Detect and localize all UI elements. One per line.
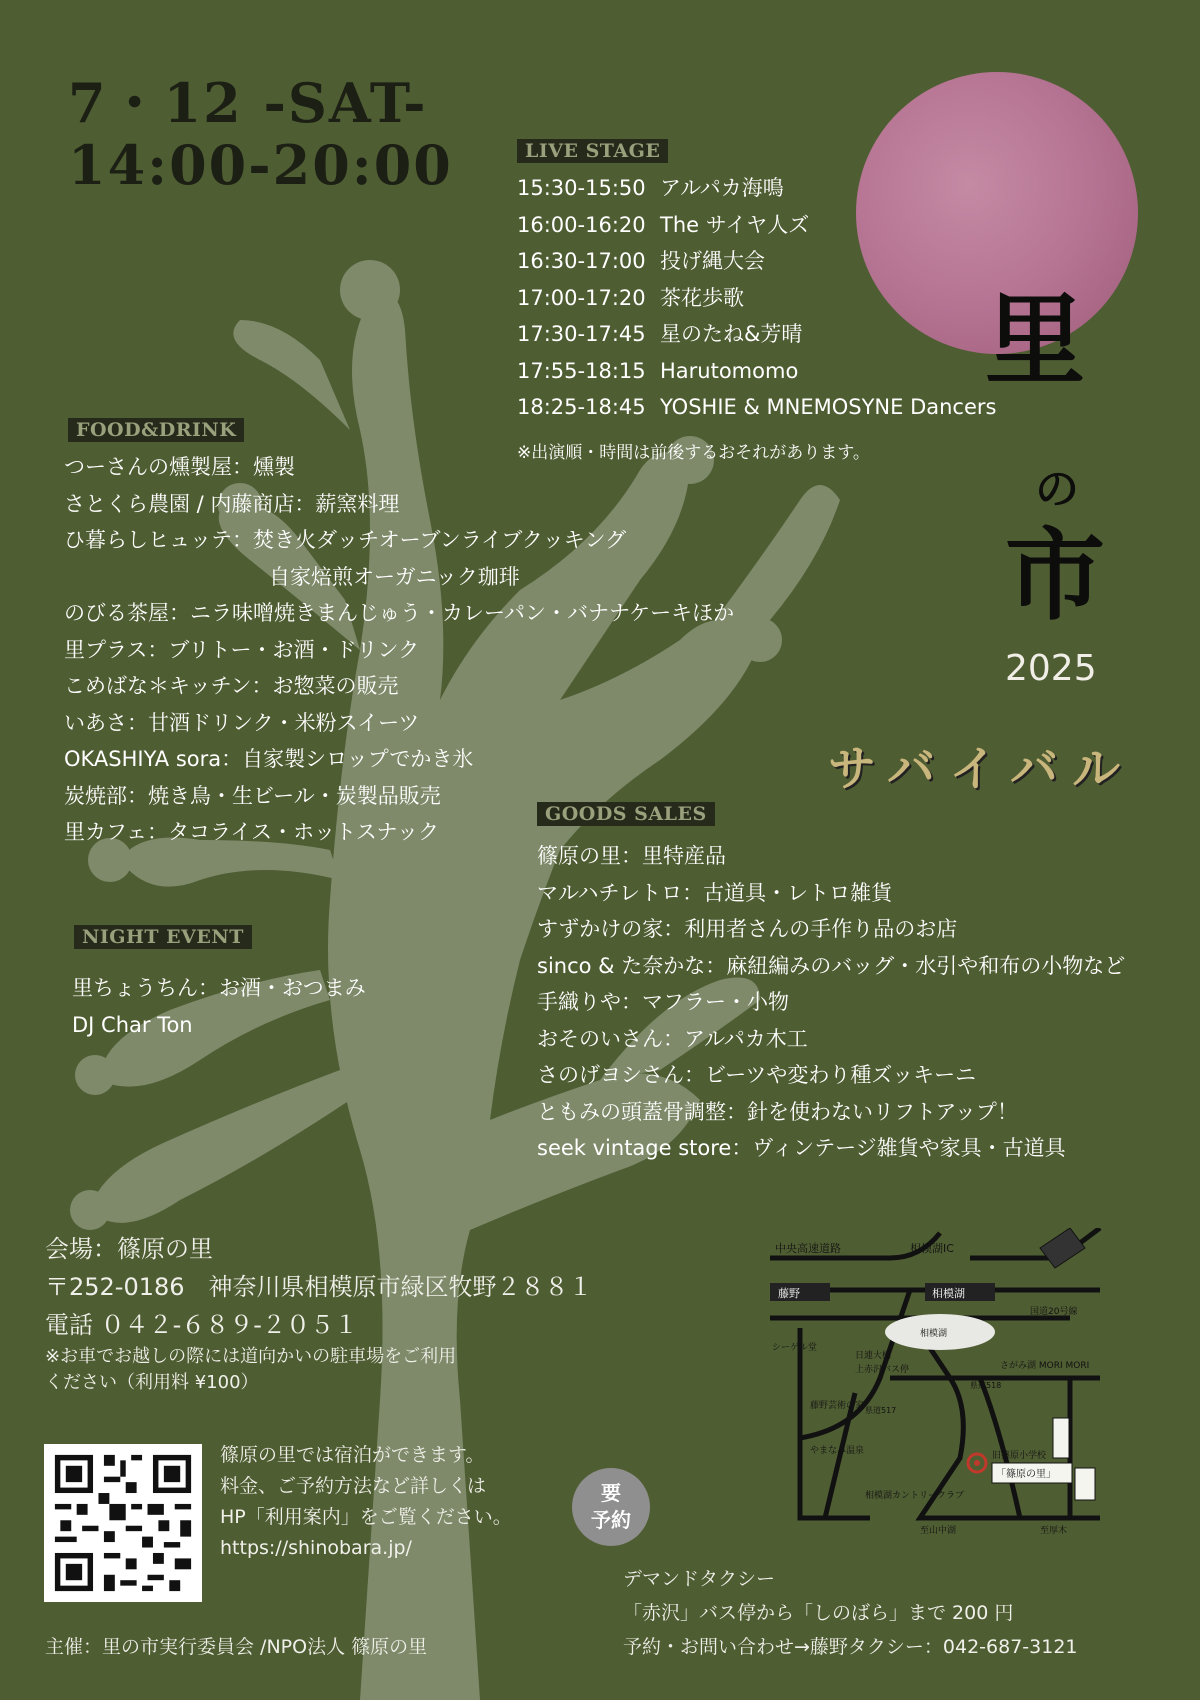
list-item: 里プラス：ブリトー・お酒・ドリンク: [64, 637, 420, 662]
parking-note-2: ください（利用料 ¥100）: [45, 1372, 259, 1393]
map-label: 藤野芸術の家: [810, 1401, 865, 1411]
stage-performer: 投げ縄大会: [660, 249, 765, 273]
taxi-contact: 予約・お問い合わせ→藤野タクシー：042-687-3121: [623, 1636, 1078, 1658]
list-item: 篠原の里：里特産品: [537, 844, 726, 868]
access-map: [770, 1228, 1110, 1558]
organizer: 主催：里の市実行委員会 /NPO法人 篠原の里: [45, 1636, 428, 1658]
venue-info: [45, 1230, 593, 1396]
map-label: 至山中湖: [920, 1526, 957, 1536]
list-item: おそのいさん：アルパカ木工: [537, 1026, 808, 1051]
event-year: 2025: [1005, 648, 1097, 689]
parking-note: ※お車でお越しの際には道向かいの駐車場をご利用: [45, 1346, 457, 1367]
time-line: 14:00-20:00: [68, 133, 453, 197]
stage-time: 17:55-18:15: [517, 358, 646, 383]
taxi-route: 「赤沢」バス停から「しのばら」まで 200 円: [623, 1602, 1014, 1624]
map-label: 藤野: [778, 1287, 800, 1300]
badge-line: 予約: [591, 1508, 631, 1532]
stage-row: [517, 170, 996, 207]
stage-row: [517, 353, 996, 390]
list-item: sinco & た奈かな：麻紐編みのバッグ・水引や和布の小物など: [537, 953, 1126, 978]
stage-time: 18:25-18:45: [517, 395, 646, 419]
list-item: マルハチレトロ：古道具・レトロ雑貨: [537, 880, 893, 905]
map-label: 上赤沢バス停: [855, 1365, 910, 1375]
qr-code-icon[interactable]: [44, 1444, 202, 1602]
title-char-ichi: 市: [1005, 516, 1105, 634]
map-label: 相模湖IC: [910, 1242, 954, 1255]
list-item: 里カフェ：タコライス・ホットスナック: [64, 820, 440, 844]
list-item: seek vintage store：ヴィンテージ雑貨や家具・古道具: [537, 1136, 1066, 1160]
map-label: 「篠原の里」: [996, 1469, 1056, 1480]
list-item: こめばな＊キッチン：お惣菜の販売: [64, 674, 399, 698]
map-label: 至厚木: [1040, 1526, 1068, 1536]
goods-sales-list: [537, 838, 1125, 1167]
food-drink-list: [64, 449, 734, 851]
night-event-label: NIGHT EVENT: [74, 925, 252, 949]
stage-performer: YOSHIE & MNEMOSYNE Dancers: [660, 395, 997, 419]
title-char-sato: 里: [985, 281, 1085, 399]
list-item: 自家焙煎オーガニック珈琲: [269, 564, 520, 589]
stage-time: 17:30-17:45: [517, 322, 646, 346]
stage-time: 15:30-15:50: [517, 176, 646, 200]
list-item: ともみの頭蓋骨調整：針を使わないリフトアップ！: [537, 1099, 1018, 1124]
list-item: ひ暮らしヒュッテ：焚き火ダッチオーブンライブクッキング: [64, 528, 627, 552]
venue-phone: 電話 ０４２-６８９-２０５１: [45, 1311, 358, 1339]
reservation-required-badge: [572, 1468, 650, 1546]
map-label: 県道518: [970, 1381, 1002, 1390]
title-char-no: の: [1035, 464, 1079, 515]
stage-time: 16:00-16:20: [517, 212, 646, 237]
taxi-info: [623, 1562, 1078, 1664]
night-event-list: [72, 970, 366, 1043]
list-item: すずかけの家：利用者さんの手作り品のお店: [537, 917, 958, 941]
taxi-title: デマンドタクシー: [623, 1568, 776, 1590]
badge-line: 要: [601, 1481, 621, 1505]
live-stage-label: LIVE STAGE: [517, 139, 668, 163]
map-label: 県道517: [865, 1406, 897, 1415]
list-item: つーさんの燻製屋：燻製: [64, 455, 295, 479]
stage-row: [517, 389, 996, 426]
stage-performer: Harutomomo: [660, 358, 799, 383]
list-item: さのげヨシさん：ビーツや変わり種ズッキーニ: [537, 1063, 977, 1087]
list-item: いあさ：甘酒ドリンク・米粉スイーツ: [64, 710, 420, 735]
stage-performer: アルパカ海鳴: [660, 176, 784, 200]
stage-row: [517, 280, 996, 317]
stage-performer: 星のたね&芳晴: [660, 322, 803, 346]
map-label: 日連大橋: [855, 1351, 892, 1361]
event-subtitle: サバイバル: [828, 741, 1135, 797]
map-label: 相模湖カントリークラブ: [865, 1491, 965, 1501]
list-item: のびる茶屋：ニラ味噌焼きまんじゅう・カレーパン・バナナケーキほか: [64, 601, 735, 625]
stage-performer: The サイヤ人ズ: [660, 212, 810, 237]
map-label: 相模湖: [932, 1287, 965, 1300]
stage-time: 17:00-17:20: [517, 285, 646, 310]
stage-row: [517, 316, 996, 353]
stay-line: 料金、ご予約方法など詳しくは: [220, 1475, 487, 1497]
map-label: さがみ湖 MORI MORI: [1000, 1361, 1090, 1371]
list-item: さとくら農園 / 内藤商店：薪窯料理: [64, 491, 400, 516]
goods-sales-label: GOODS SALES: [537, 802, 715, 826]
stage-time: 16:30-17:00: [517, 249, 646, 273]
live-stage-note: ※出演順・時間は前後するおそれがあります。: [517, 443, 870, 463]
map-label: 中央高速道路: [775, 1242, 841, 1255]
stage-performer: 茶花歩歌: [660, 285, 744, 310]
stage-row: [517, 207, 996, 244]
map-label: 国道20号線: [1030, 1307, 1078, 1317]
map-label: 旧篠原小学校: [992, 1451, 1047, 1461]
map-label: 相模湖: [920, 1329, 948, 1339]
stay-url-link[interactable]: https://shinobara.jp/: [220, 1537, 412, 1559]
map-label: シーゲル堂: [772, 1343, 817, 1353]
stay-info: [220, 1440, 512, 1564]
list-item: 里ちょうちん：お酒・おつまみ: [72, 976, 366, 1000]
live-stage-list: [517, 170, 996, 426]
stage-row: [517, 243, 996, 280]
list-item: OKASHIYA sora：自家製シロップでかき氷: [64, 747, 474, 771]
list-item: DJ Char Ton: [72, 1012, 193, 1037]
venue-name: 会場：篠原の里: [45, 1235, 213, 1263]
stay-line: 篠原の里では宿泊ができます。: [220, 1444, 485, 1466]
stay-line: HP「利用案内」をご覧ください。: [220, 1506, 512, 1528]
food-drink-label: FOOD&DRINK: [68, 418, 244, 442]
list-item: 手織りや：マフラー・小物: [537, 990, 789, 1014]
list-item: 炭焼部：焼き鳥・生ビール・炭製品販売: [64, 783, 441, 808]
venue-address: 〒252-0186 神奈川県相模原市緑区牧野２８８１: [45, 1273, 593, 1301]
date-line: 7・12 -SAT-: [68, 71, 428, 135]
map-label: やまなみ温泉: [810, 1446, 865, 1456]
event-date: [68, 72, 453, 196]
